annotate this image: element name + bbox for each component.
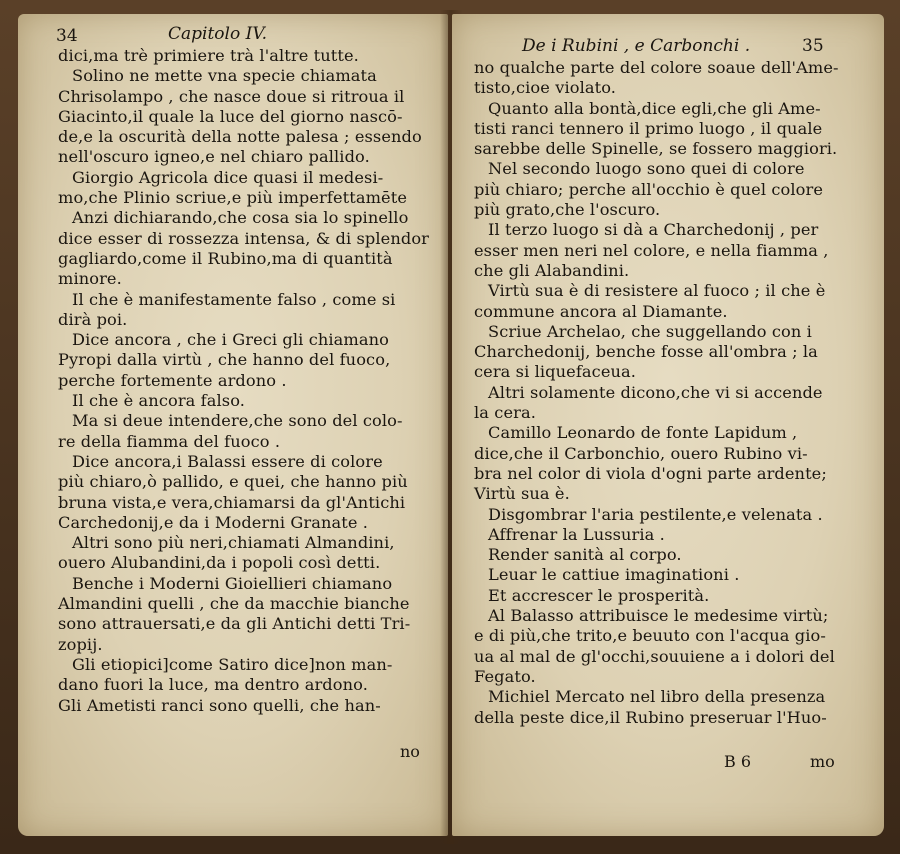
text-line: Charchedonij, benche fosse all'ombra ; la [474,342,818,362]
signature-mark: B 6 [724,752,752,771]
text-line: Chrisolampo , che nasce doue si ritroua il [58,86,405,106]
text-line: Render sanità al corpo. [488,545,682,565]
page-number-right: 35 [802,36,824,56]
text-line: Altri solamente dicono,che vi si accende [488,382,823,402]
text-line: Il che è manifestamente falso , come si [72,289,396,309]
text-line: Giorgio Agricola dice quasi il medesi- [72,167,384,187]
text-line: dici,ma trè primiere trà l'altre tutte. [58,46,359,65]
text-line: Giacinto,il quale la luce del giorno nascō- [58,106,403,126]
page-number-left: 34 [56,26,78,46]
text-line: Almandini quelli , che da macchie bianche [58,594,410,614]
text-line: perche fortemente ardono . [58,370,287,390]
text-line: Gli Ametisti ranci sono quelli, che han- [58,695,381,715]
text-line: Fegato. [474,666,536,686]
text-line: minore. [58,269,122,289]
text-line: Al Balasso attribuisce le medesime virtù; [488,606,829,626]
text-line: Leuar le cattiue imaginationi . [488,565,740,585]
catchword-left: no [400,742,420,761]
text-line: dice esser di rossezza intensa, & di splendor [58,228,430,248]
text-line: commune ancora al Diamante. [474,301,728,321]
text-line: Il che è ancora falso. [72,391,246,411]
text-line: Et accrescer le prosperità. [488,585,710,605]
text-line: ouero Alubandini,da i popoli così detti. [58,553,381,573]
text-line: Virtù sua è. [474,484,570,504]
text-line: bra nel color di viola d'ogni parte ardente; [474,463,827,483]
text-line: zopij. [58,634,103,654]
text-line: ua al mal de gl'occhi,souuiene a i dolori del [474,646,835,666]
text-line: gagliardo,come il Rubino,ma di quantità [58,248,393,268]
text-line: sono attrauersati,e da gli Antichi detti Tri- [58,614,411,634]
text-line: bruna vista,e vera,chiamarsi da gl'Antichi [58,492,406,512]
text-line: Ma si deue intendere,che sono del colo- [72,411,403,431]
text-line: Disgombrar l'aria pestilente,e velenata . [488,504,823,524]
text-line: Pyropi dalla virtù , che hanno del fuoco, [58,350,391,370]
text-line: la cera. [474,403,536,423]
text-line: Dice ancora , che i Greci gli chiamano [72,330,389,350]
text-line: dirà poi. [58,309,128,329]
left-page [18,14,448,836]
catchword-right: mo [810,752,835,771]
text-line: Carchedonij,e da i Moderni Granate . [58,512,369,532]
text-line: Altri sono più neri,chiamati Almandini, [72,533,395,553]
text-line: Anzi dichiarando,che cosa sia lo spinello [72,208,409,228]
text-line: tisti ranci tennero il primo luogo , il quale [474,118,823,138]
text-line: no qualche parte del colore soaue dell'Ame- [474,58,839,77]
text-line: dano fuori la luce, ma dentro ardono. [58,675,368,695]
text-line: della peste dice,il Rubino preseruar l'Huo- [474,707,827,727]
text-line: Scriue Archelao, che suggellando con i [488,321,812,341]
text-line: Camillo Leonardo de fonte Lapidum , [488,423,798,443]
text-line: Dice ancora,i Balassi essere di colore [72,451,383,471]
text-line: e di più,che trito,e beuuto con l'acqua gio- [474,626,826,646]
left-page-text [58,46,438,716]
text-line: Michiel Mercato nel libro della presenza [488,687,826,707]
text-line: Solino ne mette vna specie chiamata [72,66,377,86]
text-line: sarebbe delle Spinelle, se fossero maggiori. [474,139,838,159]
text-line: tisto,cioe violato. [474,78,617,98]
text-line: Benche i Moderni Gioiellieri chiamano [72,573,393,593]
text-line: cera si liquefaceua. [474,362,637,382]
right-page [452,14,884,836]
text-line: Il terzo luogo si dà a Charchedonij , per [488,220,819,240]
text-line: mo,che Plinio scriue,e più imperfettamēte [58,188,408,208]
text-line: Virtù sua è di resistere al fuoco ; il che è [488,281,826,301]
text-line: più grato,che l'oscuro. [474,200,661,220]
right-page-text [474,58,864,728]
text-line: Affrenar la Lussuria . [488,524,665,544]
text-line: esser men neri nel colore, e nella fiamma , [474,240,829,260]
text-line: più chiaro; perche all'occhio è quel colore [474,179,824,199]
text-line: de,e la oscurità della notte palesa ; essendo [58,127,422,147]
text-line: Gli etiopici]come Satiro dice]non man- [72,654,393,674]
text-line: nell'oscuro igneo,e nel chiaro pallido. [58,147,370,167]
text-line: re della fiamma del fuoco . [58,431,281,451]
text-line: Nel secondo luogo sono quei di colore [488,159,805,179]
text-line: che gli Alabandini. [474,260,630,280]
running-head-right: De i Rubini , e Carbonchi . [522,36,751,56]
text-line: Quanto alla bontà,dice egli,che gli Ame- [488,98,821,118]
text-line: più chiaro,ò pallido, e quei, che hanno più [58,472,408,492]
running-head-left: Capitolo IV. [168,24,268,44]
text-line: dice,che il Carbonchio, ouero Rubino vi- [474,443,808,463]
